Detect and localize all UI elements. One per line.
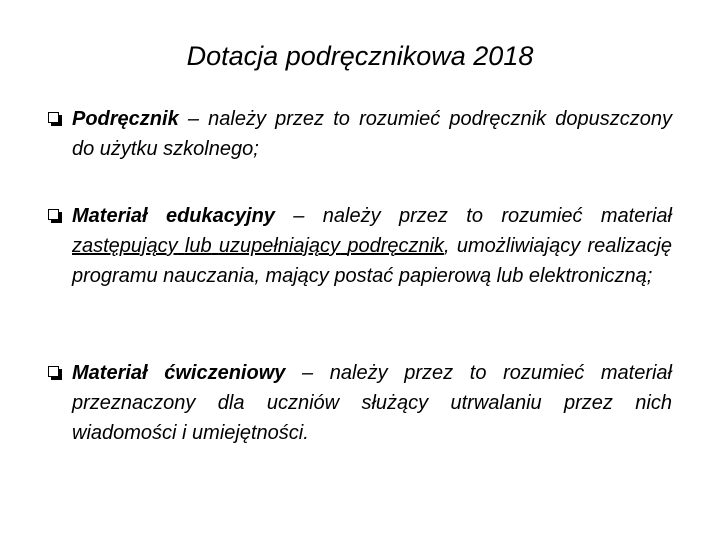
- bullet-text: [72, 358, 672, 448]
- bullet-material-cwiczeniowy: [48, 358, 672, 448]
- underlined-word: zastępujący: [72, 235, 178, 257]
- bullet-definition: – należy przez to rozumieć podręcznik dopuszczony do użytku szkolnego;: [72, 108, 672, 160]
- bullet-term: Podręcznik: [72, 108, 179, 130]
- bullet-term: Materiał ćwiczeniowy: [72, 362, 286, 384]
- underlined-gap: [178, 235, 185, 257]
- bullet-term: Materiał edukacyjny: [72, 205, 275, 227]
- bullet-definition-start: – należy przez to rozumieć materiał: [274, 205, 672, 227]
- bullet-podrecznik: [48, 104, 672, 164]
- underlined-gap: [212, 235, 219, 257]
- checkbox-square-icon: [48, 112, 59, 123]
- underlined-word: uzupełniający: [218, 235, 341, 257]
- checkbox-square-icon: [48, 366, 59, 377]
- underlined-word: lub: [184, 235, 212, 257]
- bullet-text: [72, 104, 672, 164]
- slide-title: Dotacja podręcznikowa 2018: [186, 41, 534, 71]
- underlined-word: podręcznik: [347, 235, 445, 257]
- bullet-definition: – należy przez to rozumieć materiał przeznaczony dla uczniów służący utrwalaniu przez nich wiadomości i umiejętności.: [72, 362, 672, 444]
- checkbox-square-icon: [48, 209, 59, 220]
- bullet-definition-end: , umożliwiający realizację programu nauczania, mający postać papierową lub elektroniczną;: [72, 235, 672, 287]
- bullet-material-edukacyjny: [48, 201, 672, 291]
- bullet-text: [72, 201, 672, 291]
